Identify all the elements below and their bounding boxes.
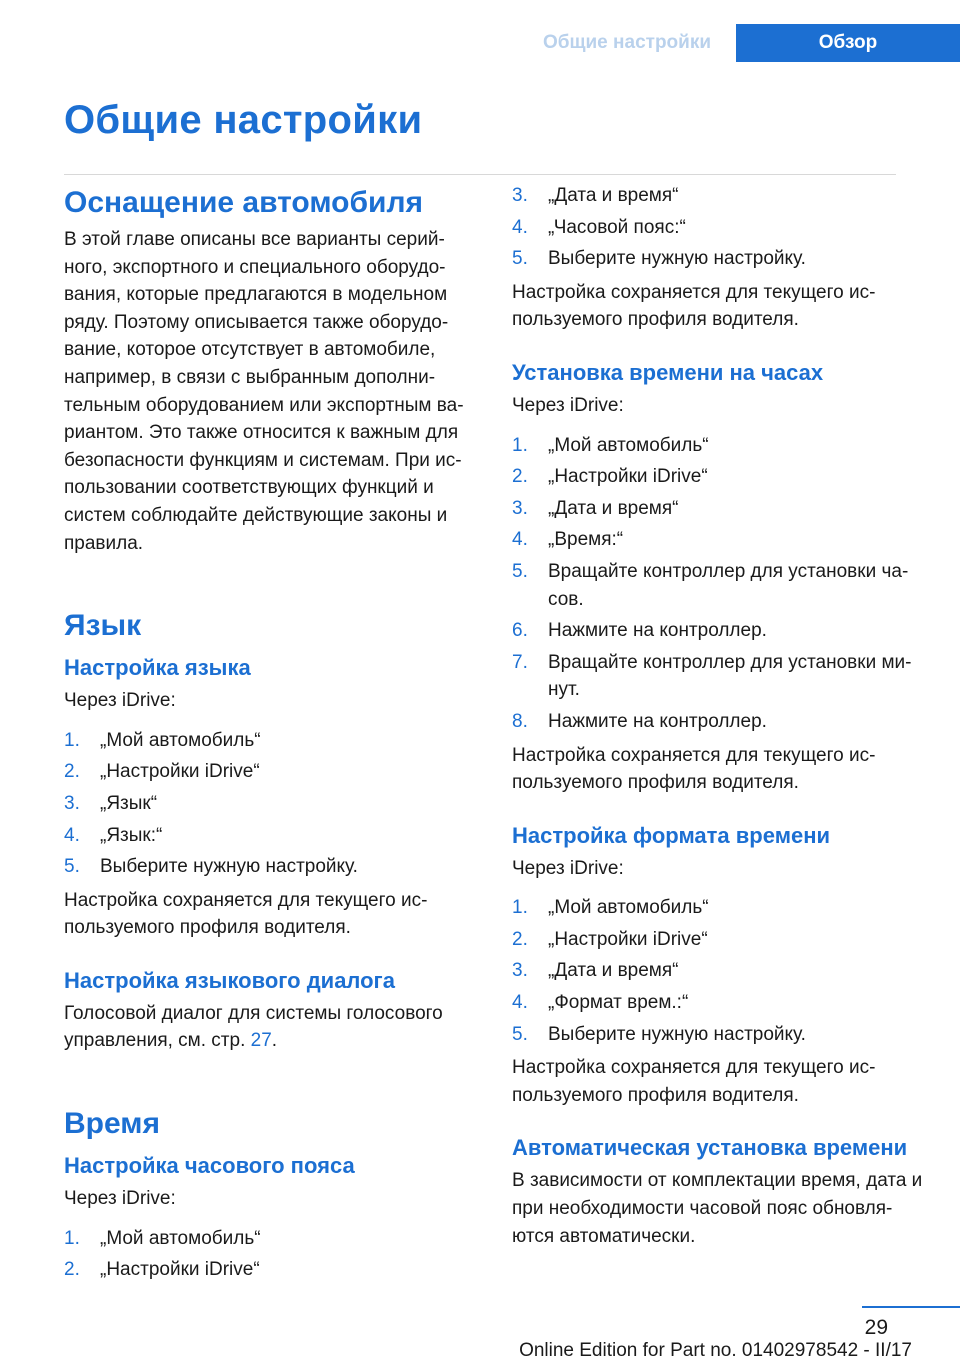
step-number: 7. bbox=[512, 651, 528, 673]
step-number: 4. bbox=[512, 216, 528, 238]
clock-saved-note: Настройка сохраняется для текущего используемого профиля водителя. bbox=[512, 744, 876, 794]
language-steps bbox=[64, 727, 476, 881]
timezone-saved-note: Настройка сохраняется для текущего используемого профиля водителя. bbox=[512, 281, 876, 331]
overview-tab[interactable]: Обзор bbox=[736, 24, 960, 62]
step-number: 8. bbox=[512, 710, 528, 732]
list-item bbox=[512, 1021, 926, 1049]
language-setting-heading: Настройка языка bbox=[64, 655, 251, 681]
list-item bbox=[64, 853, 476, 881]
list-item bbox=[512, 495, 926, 523]
left-column bbox=[64, 184, 476, 1288]
list-item bbox=[512, 558, 926, 613]
step-number: 5. bbox=[64, 856, 80, 878]
title-divider bbox=[64, 174, 896, 175]
list-item bbox=[512, 182, 926, 210]
list-item bbox=[512, 214, 926, 242]
step-number: 5. bbox=[512, 248, 528, 270]
page-link[interactable]: 27 bbox=[250, 1030, 272, 1052]
step-number: 3. bbox=[64, 792, 80, 814]
time-format-steps bbox=[512, 894, 926, 1048]
voice-dialog-text-body: Голосовой диалог для системы голосового управления, см. стр. bbox=[64, 1002, 443, 1052]
footer-rule bbox=[862, 1306, 960, 1308]
step-text: „Мой автомобиль“ bbox=[548, 897, 709, 919]
step-number: 3. bbox=[512, 497, 528, 519]
step-text: „Мой автомобиль“ bbox=[100, 729, 261, 751]
step-text: „Дата и время“ bbox=[548, 185, 679, 206]
step-text: Выберите нужную настройку. bbox=[100, 856, 358, 878]
auto-time-text: В зависимости от комплектации время, дата и при необходимости часовой пояс обновляются автоматически. bbox=[512, 1170, 923, 1247]
step-text: Нажмите на контроллер. bbox=[548, 620, 767, 642]
list-item bbox=[512, 617, 926, 645]
step-text: „Дата и время“ bbox=[548, 960, 679, 982]
step-number: 2. bbox=[512, 928, 528, 950]
page-number: 29 bbox=[864, 1316, 888, 1339]
equipment-text: В этой главе описаны все варианты серийного, экспортного и специального оборудования, которые предлагаются в модельном ряду. Поэтому описывается также оборудование, которое отсутствует в автомобиле, например, в связи с выбранным дополнительным оборудованием или экспортным вариантом. Это также относится к важным для безопасности функциям и системам. При использовании соответствующих функций и систем соблюдайте действующие законы и правила. bbox=[64, 229, 464, 554]
step-text: Выберите нужную настройку. bbox=[548, 1023, 806, 1045]
header-tabs bbox=[518, 24, 960, 62]
list-item bbox=[512, 649, 926, 704]
step-text: „Часовой пояс:“ bbox=[548, 216, 686, 238]
clock-heading: Установка времени на часах bbox=[512, 359, 824, 385]
list-item bbox=[512, 957, 926, 985]
step-text: „Настройки iDrive“ bbox=[100, 1259, 260, 1281]
list-item bbox=[64, 1256, 476, 1284]
timezone-heading: Настройка часового пояса bbox=[64, 1153, 355, 1179]
list-item bbox=[64, 727, 476, 755]
timezone-steps bbox=[64, 1225, 476, 1284]
right-column bbox=[512, 182, 926, 1250]
step-text: „Настройки iDrive“ bbox=[100, 761, 260, 783]
step-text: „Язык“ bbox=[100, 792, 158, 814]
step-text: „Мой автомобиль“ bbox=[548, 434, 709, 456]
list-item bbox=[64, 822, 476, 850]
step-number: 3. bbox=[512, 185, 528, 206]
clock-via: Через iDrive: bbox=[512, 394, 624, 416]
voice-dialog-heading: Настройка языкового диалога bbox=[64, 967, 395, 993]
time-format-saved-note: Настройка сохраняется для текущего используемого профиля водителя. bbox=[512, 1057, 876, 1106]
step-text: „Время:“ bbox=[548, 529, 624, 551]
step-text: Выберите нужную настройку. bbox=[548, 248, 806, 270]
list-item bbox=[512, 894, 926, 922]
time-format-heading: Настройка формата времени bbox=[512, 822, 831, 848]
step-text: Вращайте контроллер для установки минут. bbox=[548, 651, 912, 701]
timezone-via: Через iDrive: bbox=[64, 1188, 176, 1210]
step-text: „Язык:“ bbox=[100, 824, 163, 846]
language-via: Через iDrive: bbox=[64, 690, 176, 712]
list-item bbox=[512, 708, 926, 736]
auto-time-heading: Автоматическая установка времени bbox=[512, 1135, 908, 1161]
timezone-steps-continued bbox=[512, 182, 926, 273]
language-heading: Язык bbox=[64, 609, 142, 643]
voice-dialog-text-end: . bbox=[271, 1030, 278, 1052]
step-number: 4. bbox=[64, 824, 80, 846]
step-text: „Настройки iDrive“ bbox=[548, 466, 708, 488]
step-number: 1. bbox=[64, 1227, 80, 1249]
step-number: 5. bbox=[512, 1023, 528, 1045]
list-item bbox=[512, 526, 926, 554]
step-text: „Формат врем.:“ bbox=[548, 992, 689, 1014]
step-number: 1. bbox=[512, 434, 528, 456]
language-saved-note: Настройка сохраняется для текущего используемого профиля водителя. bbox=[64, 889, 428, 939]
list-item bbox=[512, 245, 926, 273]
list-item bbox=[64, 1225, 476, 1253]
step-text: Нажмите на контроллер. bbox=[548, 710, 767, 732]
step-number: 2. bbox=[64, 761, 80, 783]
list-item bbox=[512, 432, 926, 460]
step-number: 2. bbox=[512, 466, 528, 488]
section-tab[interactable]: Общие настройки bbox=[518, 24, 736, 62]
step-number: 4. bbox=[512, 992, 528, 1014]
chapter-title: Общие настройки bbox=[64, 98, 423, 142]
step-text: „Мой автомобиль“ bbox=[100, 1227, 261, 1249]
step-number: 6. bbox=[512, 620, 528, 642]
step-number: 4. bbox=[512, 529, 528, 551]
list-item bbox=[64, 790, 476, 818]
edition-note: Online Edition for Part no. 01402978542 - II/17 bbox=[519, 1340, 912, 1361]
list-item bbox=[512, 989, 926, 1017]
step-number: 2. bbox=[64, 1259, 80, 1281]
equipment-heading: Оснащение автомобиля bbox=[64, 186, 424, 219]
clock-steps bbox=[512, 432, 926, 736]
step-number: 3. bbox=[512, 960, 528, 982]
list-item bbox=[512, 463, 926, 491]
time-heading: Время bbox=[64, 1107, 160, 1141]
step-text: Вращайте контроллер для установки часов. bbox=[548, 560, 909, 610]
list-item bbox=[512, 926, 926, 954]
list-item bbox=[64, 758, 476, 786]
step-text: „Дата и время“ bbox=[548, 497, 679, 519]
step-number: 1. bbox=[512, 897, 528, 919]
voice-dialog-text bbox=[64, 1000, 476, 1055]
time-format-via: Через iDrive: bbox=[512, 857, 624, 879]
step-number: 5. bbox=[512, 560, 528, 582]
step-text: „Настройки iDrive“ bbox=[548, 928, 708, 950]
step-number: 1. bbox=[64, 729, 80, 751]
